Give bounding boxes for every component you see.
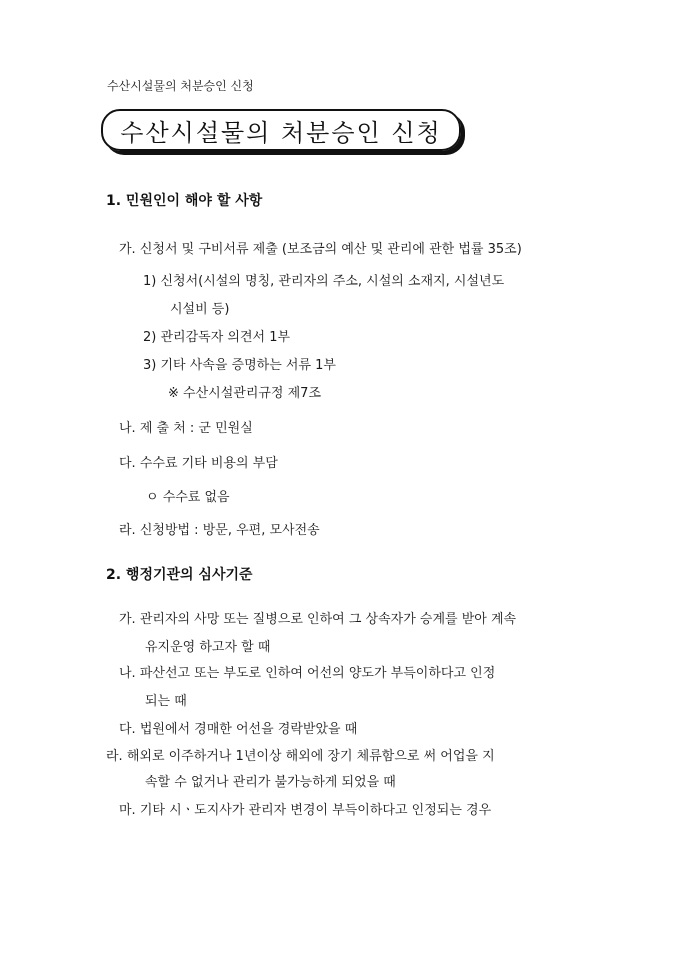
list-item: 2) 관리감독자 의견서 1부 — [143, 330, 291, 345]
section-heading-criteria: 2. 행정기관의 심사기준 — [106, 567, 253, 583]
list-item: 3) 기타 사속을 증명하는 서류 1부 — [143, 358, 336, 373]
list-item: 나. 파산선고 또는 부도로 인하여 어선의 양도가 부득이하다고 인정 — [119, 666, 496, 681]
list-item: 유지운영 하고자 할 때 — [145, 640, 271, 655]
list-item: 속할 수 없거나 관리가 불가능하게 되었을 때 — [145, 775, 396, 790]
list-item: 나. 제 출 처 : 군 민원실 — [119, 421, 253, 436]
list-item: 마. 기타 시ㆍ도지사가 관리자 변경이 부득이하다고 인정되는 경우 — [119, 803, 492, 818]
list-item: 다. 수수료 기타 비용의 부담 — [119, 456, 278, 471]
list-item: 가. 신청서 및 구비서류 제출 (보조금의 예산 및 관리에 관한 법률 35조) — [119, 242, 522, 257]
list-item: 가. 관리자의 사망 또는 질병으로 인하여 그 상속자가 승계를 받아 계속 — [119, 612, 517, 627]
list-item: 라. 신청방법 : 방문, 우편, 모사전송 — [119, 523, 320, 538]
title-box — [101, 109, 461, 151]
note-reference: ※ 수산시설관리규정 제7조 — [168, 386, 322, 401]
list-item: 1) 신청서(시설의 명칭, 관리자의 주소, 시설의 소재지, 시설년도 — [143, 274, 505, 289]
list-item: 다. 법원에서 경매한 어선을 경락받았을 때 — [119, 722, 358, 737]
document-title: 수산시설물의 처분승인 신청 — [120, 118, 442, 147]
list-item: 라. 해외로 이주하거나 1년이상 해외에 장기 체류함으로 써 어업을 지 — [106, 749, 495, 764]
running-header: 수산시설물의 처분승인 신청 — [107, 79, 254, 93]
list-item: 시설비 등) — [170, 302, 230, 317]
section-heading-applicant: 1. 민원인이 해야 할 사항 — [106, 193, 263, 209]
list-item: ㅇ 수수료 없음 — [146, 490, 230, 505]
list-item: 되는 때 — [145, 694, 187, 709]
